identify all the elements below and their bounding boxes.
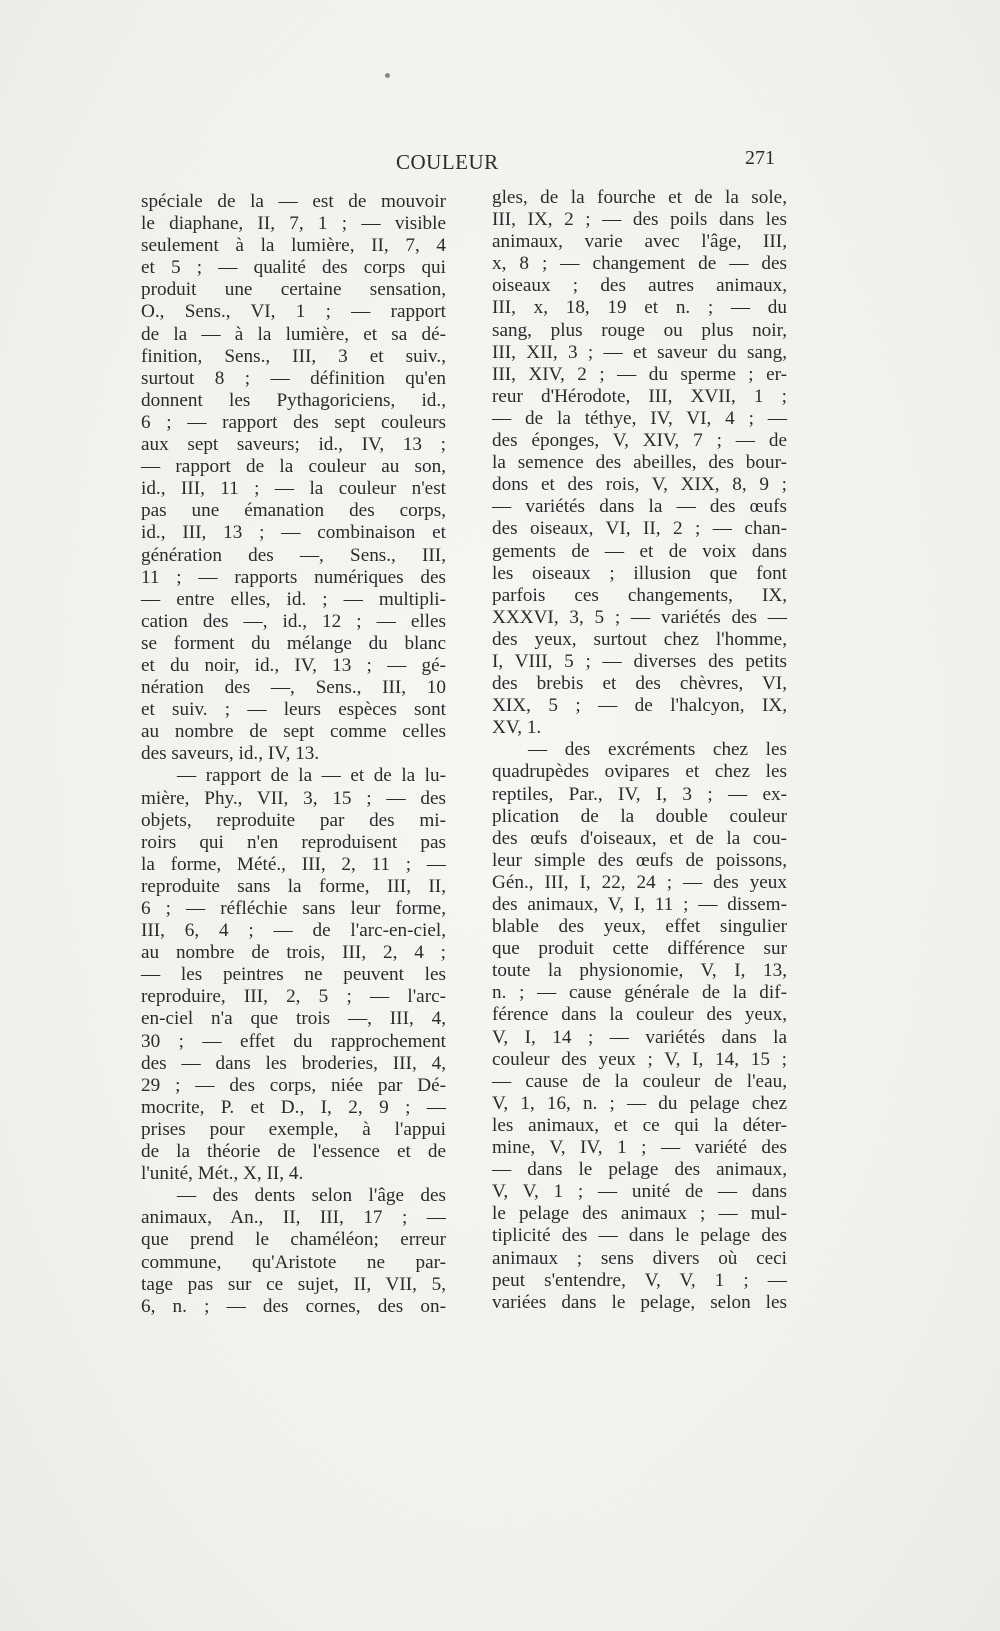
text-line: V, 1, 16, n. ; — du pelage chez [492,1092,787,1114]
text-line: III, 6, 4 ; — de l'arc-en-ciel, [141,920,446,942]
text-line: sang, plus rouge ou plus noir, [492,319,787,341]
text-line: III, XIV, 2 ; — du sperme ; er- [492,363,787,385]
text-line: et du noir, id., IV, 13 ; — gé- [141,654,446,676]
text-line: des yeux, surtout chez l'homme, [492,628,787,650]
text-line: III, XII, 3 ; — et saveur du sang, [492,341,787,363]
text-line: gles, de la fourche et de la sole, [492,187,787,208]
text-line: XV, 1. [492,717,542,739]
text-line: cation des —, id., 12 ; — elles [141,610,446,632]
text-line: commune, qu'Aristote ne par- [141,1251,446,1273]
text-line: XIX, 5 ; — de l'halcyon, IX, [492,695,787,717]
text-line: id., III, 11 ; — la couleur n'est [141,478,446,500]
text-line: de la théorie de l'essence et de [141,1141,446,1163]
text-line: 29 ; — des corps, niée par Dé- [141,1074,446,1096]
text-line: gements de — et de voix dans [492,540,787,562]
text-line: plication de la double couleur [492,805,787,827]
text-line: animaux, varie avec l'âge, III, [492,231,787,253]
text-line: mocrite, P. et D., I, 2, 9 ; — [141,1096,446,1118]
text-line: des oiseaux, VI, II, 2 ; — chan- [492,518,787,540]
text-line: des saveurs, id., IV, 13. [141,743,320,765]
text-line: que prend le chaméléon; erreur [141,1229,446,1251]
text-line: génération des —, Sens., III, [141,544,446,566]
text-line: — entre elles, id. ; — multipli- [141,588,446,610]
text-line: l'unité, Mét., X, II, 4. [141,1163,304,1185]
text-line: couleur des yeux ; V, I, 14, 15 ; [492,1048,787,1070]
text-line: férence dans la couleur des yeux, [492,1004,787,1026]
text-line: spéciale de la — est de mouvoir [141,191,446,212]
text-line: variées dans le pelage, selon les [492,1291,787,1313]
text-line: dons et des rois, V, XIX, 8, 9 ; [492,474,787,496]
text-line: — rapport de la — et de la lu- [177,765,446,787]
text-line: peut s'entendre, V, V, 1 ; — [492,1269,787,1291]
text-line: III, x, 18, 19 et n. ; — du [492,297,787,319]
text-line: V, I, 14 ; — variétés dans la [492,1026,787,1048]
text-line: prises pour exemple, à l'appui [141,1118,446,1140]
text-line: finition, Sens., III, 3 et suiv., [141,345,446,367]
text-line: de la — à la lumière, et sa dé- [141,323,446,345]
text-line: reur d'Hérodote, III, XVII, 1 ; [492,385,787,407]
text-line: des éponges, V, XIV, 7 ; — de [492,430,787,452]
text-line: que produit cette différence sur [492,938,787,960]
text-line: mine, V, IV, 1 ; — variété des [492,1137,787,1159]
text-line: reproduite sans la forme, III, II, [141,875,446,897]
text-line: et suiv. ; — leurs espèces sont [141,699,446,721]
text-line: 30 ; — effet du rapprochement [141,1030,446,1052]
text-line: — des dents selon l'âge des [177,1185,446,1207]
text-line: produit une certaine sensation, [141,279,446,301]
text-line: les animaux, et ce qui la déter- [492,1114,787,1136]
text-line: le pelage des animaux ; — mul- [492,1203,787,1225]
text-line: n. ; — cause générale de la dif- [492,982,787,1004]
text-line: pas une émanation des corps, [141,500,446,522]
text-line: reproduire, III, 2, 5 ; — l'arc- [141,986,446,1008]
text-line: oiseaux ; des autres animaux, [492,275,787,297]
text-line: des animaux, V, I, 11 ; — dissem- [492,894,787,915]
text-line: id., III, 13 ; — combinaison et [141,522,446,544]
text-line: quadrupèdes ovipares et chez les [492,761,787,783]
text-line: des œufs d'oiseaux, et de la cou- [492,827,787,849]
text-line: roirs qui n'en reproduisent pas [141,831,446,853]
text-line: objets, reproduite par des mi- [141,809,446,831]
text-line: — cause de la couleur de l'eau, [492,1070,787,1092]
page-number: 271 [745,147,775,169]
text-line: mière, Phy., VII, 3, 15 ; — des [141,787,446,809]
text-line: toute la physionomie, V, I, 13, [492,960,787,982]
text-line: — rapport de la couleur au son, [141,456,446,478]
right-text-column [492,187,787,1314]
text-line: tage pas sur ce sujet, II, VII, 5, [141,1273,446,1295]
text-line: I, VIII, 5 ; — diverses des petits [492,650,787,672]
running-head-title: COULEUR [396,150,499,174]
text-line: la semence des abeilles, des bour- [492,452,787,474]
text-line: 11 ; — rapports numériques des [141,566,446,588]
text-line: reptiles, Par., IV, I, 3 ; — ex- [492,783,787,805]
text-line: O., Sens., VI, 1 ; — rapport [141,301,446,323]
text-line: Gén., III, I, 22, 24 ; — des yeux [492,871,787,893]
text-line: parfois ces changements, IX, [492,584,787,606]
text-line: 6 ; — rapport des sept couleurs [141,411,446,433]
text-line: et 5 ; — qualité des corps qui [141,257,446,279]
text-line: x, 8 ; — changement de — des [492,253,787,275]
text-line: blable des yeux, effet singulier [492,916,787,938]
ink-speck [385,73,390,78]
text-line: 6, n. ; — des cornes, des on- [141,1295,446,1317]
text-line: V, V, 1 ; — unité de — dans [492,1181,787,1203]
text-line: des brebis et des chèvres, VI, [492,673,787,695]
text-line: animaux ; sens divers où ceci [492,1247,787,1269]
text-line: — les peintres ne peuvent les [141,964,446,986]
text-line: les oiseaux ; illusion que font [492,562,787,584]
text-line: au nombre de trois, III, 2, 4 ; [141,942,446,964]
text-line: surtout 8 ; — définition qu'en [141,367,446,389]
text-line: III, IX, 2 ; — des poils dans les [492,209,787,231]
text-line: — de la téthye, IV, VI, 4 ; — [492,407,787,429]
text-line: des — dans les broderies, III, 4, [141,1052,446,1074]
text-line: XXXVI, 3, 5 ; — variétés des — [492,606,787,628]
text-line: seulement à la lumière, II, 7, 4 [141,235,446,257]
text-line: aux sept saveurs; id., IV, 13 ; [141,434,446,456]
text-line: — des excréments chez les [528,739,787,761]
text-line: — dans le pelage des animaux, [492,1159,787,1181]
text-line: au nombre de sept comme celles [141,721,446,743]
text-line: animaux, An., II, III, 17 ; — [141,1207,446,1229]
text-line: se forment du mélange du blanc [141,632,446,654]
text-line: nération des —, Sens., III, 10 [141,677,446,699]
text-line: leur simple des œufs de poissons, [492,849,787,871]
text-line: 6 ; — réfléchie sans leur forme, [141,898,446,919]
text-line: tiplicité des — dans le pelage des [492,1225,787,1247]
text-line: le diaphane, II, 7, 1 ; — visible [141,213,446,235]
text-line: donnent les Pythagoriciens, id., [141,389,446,411]
left-text-column [141,191,446,1318]
text-line: la forme, Mété., III, 2, 11 ; — [141,853,446,875]
text-line: — variétés dans la — des œufs [492,496,787,518]
text-line: en-ciel n'a que trois —, III, 4, [141,1008,446,1030]
